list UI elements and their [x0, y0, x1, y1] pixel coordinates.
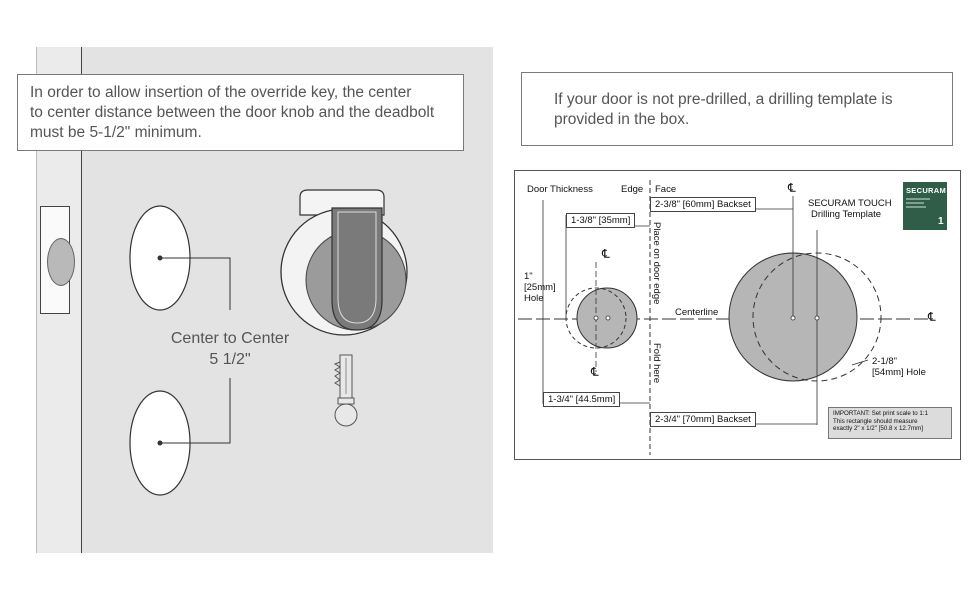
center-to-center-text: Center to Center: [170, 330, 290, 347]
print-scale-note: [828, 407, 952, 439]
dim-44mm-label: 1-3/4" [44.5mm]: [543, 392, 620, 407]
logo-fine-print: [906, 202, 924, 204]
hole-54mm-label-1: 2-1/8": [872, 356, 898, 367]
centerline-symbol-right: ℄: [928, 310, 936, 324]
callout-line: to center distance between the door knob and the deadbolt: [30, 104, 435, 121]
template-title-line2: Drilling Template: [811, 209, 882, 220]
hole-25mm-label-1: 1": [524, 271, 533, 282]
hole-25mm-label-2: [25mm]: [524, 282, 556, 293]
callout-line: must be 5-1/2" minimum.: [30, 124, 202, 141]
backset-70mm-label: 2-3/4" [70mm] Backset: [650, 412, 756, 427]
note-line: exactly 2" x 1/2" [50.8 x 12.7mm]: [833, 425, 924, 432]
centerline-symbol-small-bottom: ℄: [591, 365, 599, 379]
dim-35mm-label: 1-3/8" [35mm]: [566, 213, 635, 228]
securam-logo: [903, 182, 947, 230]
template-title-line1: SECURAM TOUCH: [808, 198, 892, 209]
callout-line: provided in the box.: [554, 111, 690, 128]
centerline-symbol-top: ℄: [788, 181, 796, 195]
door-thickness-label: Door Thickness: [527, 184, 593, 195]
logo-mark: 1: [938, 216, 944, 227]
face-label: Face: [655, 184, 677, 195]
backset-60mm-label: 2-3/8" [60mm] Backset: [650, 197, 756, 212]
center-to-center-value: 5 1/2": [209, 351, 251, 368]
logo-fine-print: [906, 198, 930, 200]
note-line: This rectangle should measure: [833, 417, 918, 425]
hole-25mm-label-3: Hole: [524, 293, 544, 304]
logo-fine-print: [906, 206, 926, 208]
hole-54mm-label-2: [54mm] Hole: [872, 367, 926, 378]
edge-label: Edge: [621, 184, 644, 195]
note-line: IMPORTANT: Set print scale to 1:1: [833, 410, 929, 417]
fold-here-label: Fold here: [651, 343, 662, 384]
callout-line: In order to allow insertion of the override key, the center: [30, 84, 412, 101]
logo-brand: SECURAM: [906, 186, 947, 195]
centerline-label: Centerline: [675, 307, 719, 318]
callout-line: If your door is not pre-drilled, a drilling template is: [554, 91, 893, 108]
place-on-edge-label: Place on door edge: [651, 222, 662, 305]
centerline-symbol-small-top: ℄: [602, 247, 610, 261]
